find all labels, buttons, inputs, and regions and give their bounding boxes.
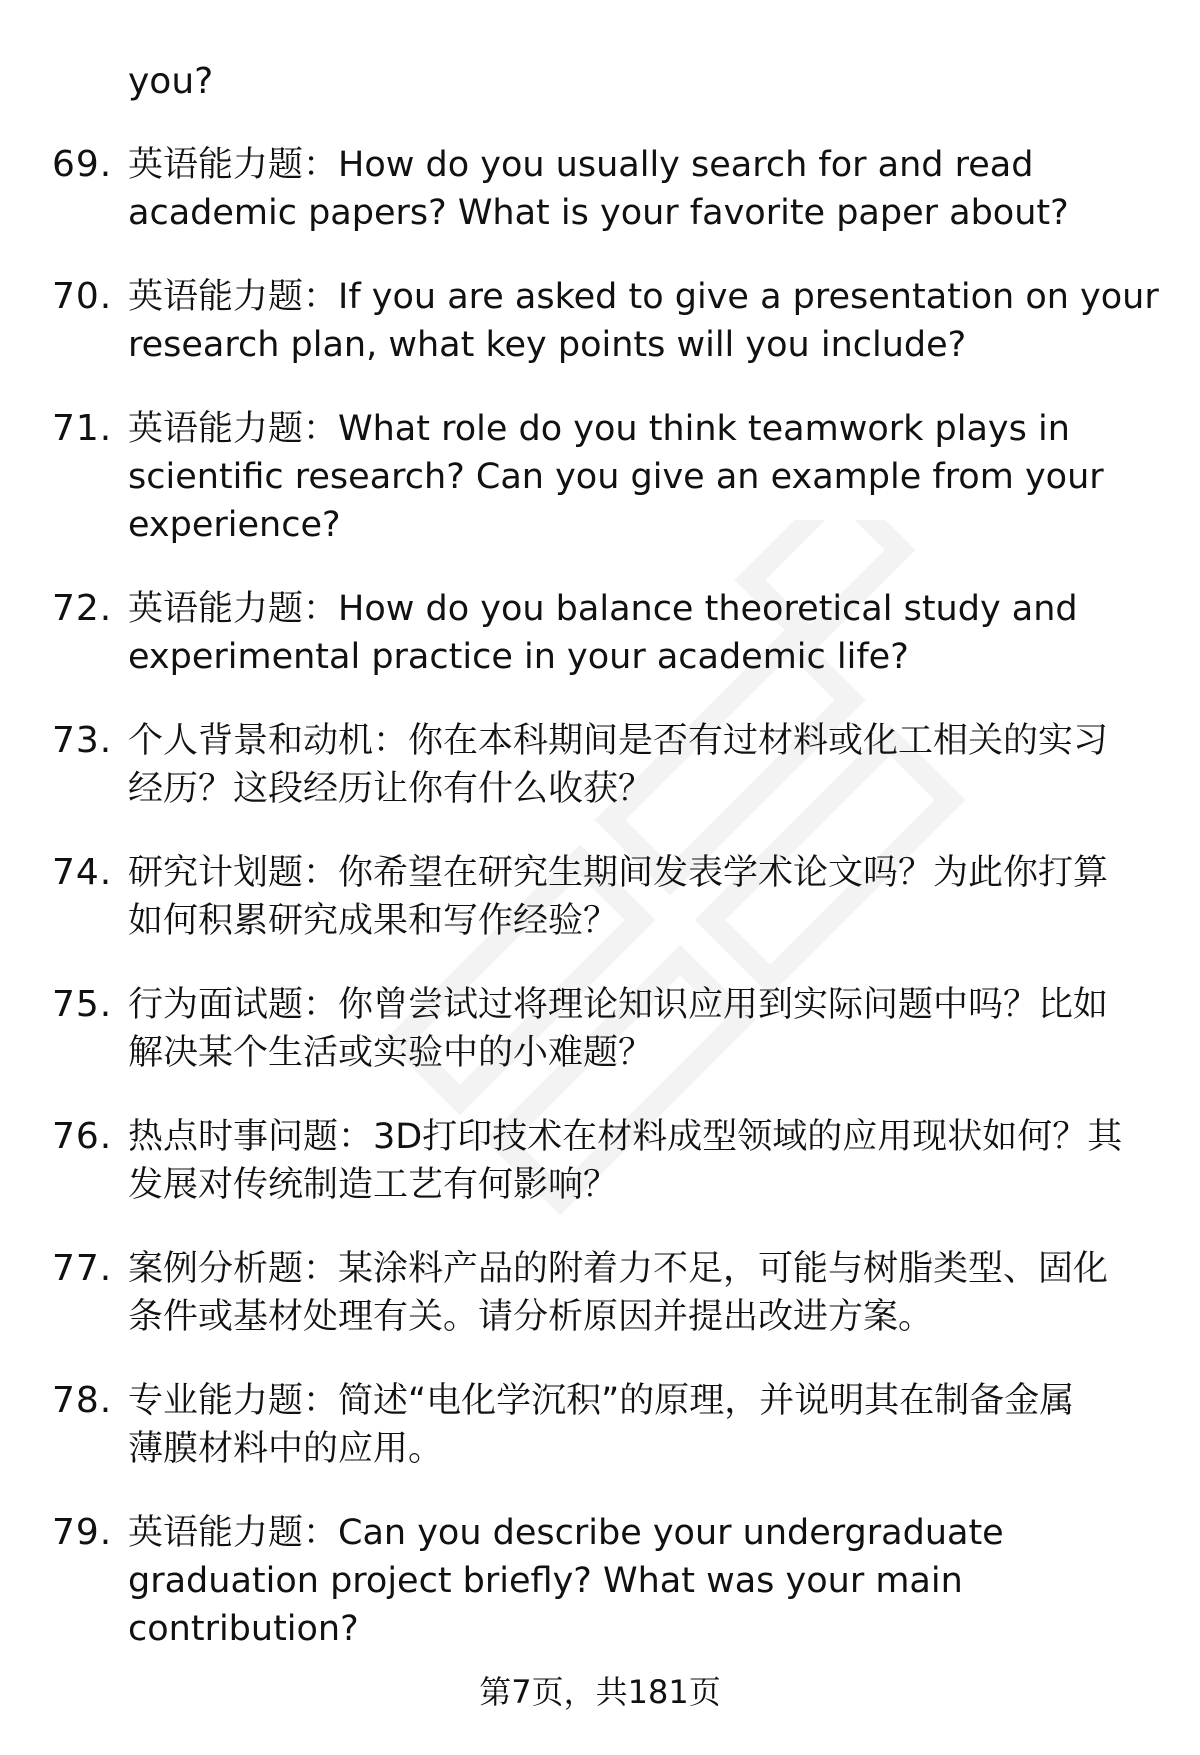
question-text: [128, 141, 1168, 237]
question-number: 75.: [52, 984, 113, 1025]
question-text: [128, 717, 1168, 813]
question-text: [128, 585, 1168, 681]
question-item: [0, 141, 1200, 237]
question-item: [0, 1113, 1200, 1209]
question-list: [0, 141, 1200, 1689]
question-item: [0, 981, 1200, 1077]
question-item: [0, 273, 1200, 369]
question-line: 英语能力题：What role do you think teamwork plays in: [128, 409, 1070, 449]
question-text: [128, 849, 1168, 945]
question-text: [128, 1113, 1168, 1209]
question-number: 79.: [52, 1512, 113, 1553]
question-number: 73.: [52, 720, 113, 761]
page-footer: 第7页，共181页: [479, 1673, 721, 1711]
question-line: experience?: [128, 505, 341, 545]
question-line: 英语能力题：How do you usually search for and read: [128, 145, 1034, 185]
question-line: 行为面试题：你曾尝试过将理论知识应用到实际问题中吗？比如: [128, 985, 1109, 1025]
question-line: 英语能力题：Can you describe your undergraduate: [128, 1513, 1004, 1553]
question-number: 71.: [52, 408, 113, 449]
question-text: [128, 1377, 1168, 1473]
question-text: [128, 1245, 1168, 1341]
question-text: [128, 273, 1168, 369]
question-item: [0, 717, 1200, 813]
question-number: 72.: [52, 588, 113, 629]
question-text: [128, 1509, 1168, 1653]
question-item: [0, 1245, 1200, 1341]
question-item: [0, 405, 1200, 549]
question-line: 经历？这段经历让你有什么收获？: [128, 769, 654, 809]
question-line: 案例分析题：某涂料产品的附着力不足，可能与树脂类型、固化: [128, 1249, 1109, 1289]
question-number: 70.: [52, 276, 113, 317]
question-line: 研究计划题：你希望在研究生期间发表学术论文吗？为此你打算: [128, 853, 1109, 893]
question-line: research plan, what key points will you include?: [128, 325, 967, 365]
question-line: 个人背景和动机：你在本科期间是否有过材料或化工相关的实习: [128, 721, 1109, 761]
question-line: experimental practice in your academic life?: [128, 637, 909, 677]
question-line: academic papers? What is your favorite paper about?: [128, 193, 1069, 233]
continuation-text: you?: [128, 61, 214, 102]
question-line: graduation project briefly? What was your main: [128, 1561, 963, 1601]
question-line: 专业能力题：简述“电化学沉积”的原理，并说明其在制备金属: [128, 1381, 1075, 1421]
question-item: [0, 849, 1200, 945]
question-item: [0, 1377, 1200, 1473]
question-line: 条件或基材处理有关。请分析原因并提出改进方案。: [128, 1297, 934, 1337]
question-number: 76.: [52, 1116, 113, 1157]
question-number: 69.: [52, 144, 113, 185]
question-text: [128, 405, 1168, 549]
question-line: 发展对传统制造工艺有何影响？: [128, 1165, 619, 1205]
question-number: 77.: [52, 1248, 113, 1289]
question-line: 英语能力题：How do you balance theoretical study and: [128, 589, 1078, 629]
question-line: 热点时事问题：3D打印技术在材料成型领域的应用现状如何？其: [128, 1117, 1123, 1157]
question-line: scientific research? Can you give an example from your: [128, 457, 1104, 497]
question-text: [128, 981, 1168, 1077]
question-line: contribution?: [128, 1609, 359, 1649]
question-line: 解决某个生活或实验中的小难题？: [128, 1033, 654, 1073]
question-number: 78.: [52, 1380, 113, 1421]
question-line: 英语能力题：If you are asked to give a presentation on your: [128, 277, 1159, 317]
question-line: 如何积累研究成果和写作经验？: [128, 901, 619, 941]
question-item: [0, 1509, 1200, 1653]
question-number: 74.: [52, 852, 113, 893]
question-line: 薄膜材料中的应用。: [128, 1429, 444, 1469]
question-item: [0, 585, 1200, 681]
